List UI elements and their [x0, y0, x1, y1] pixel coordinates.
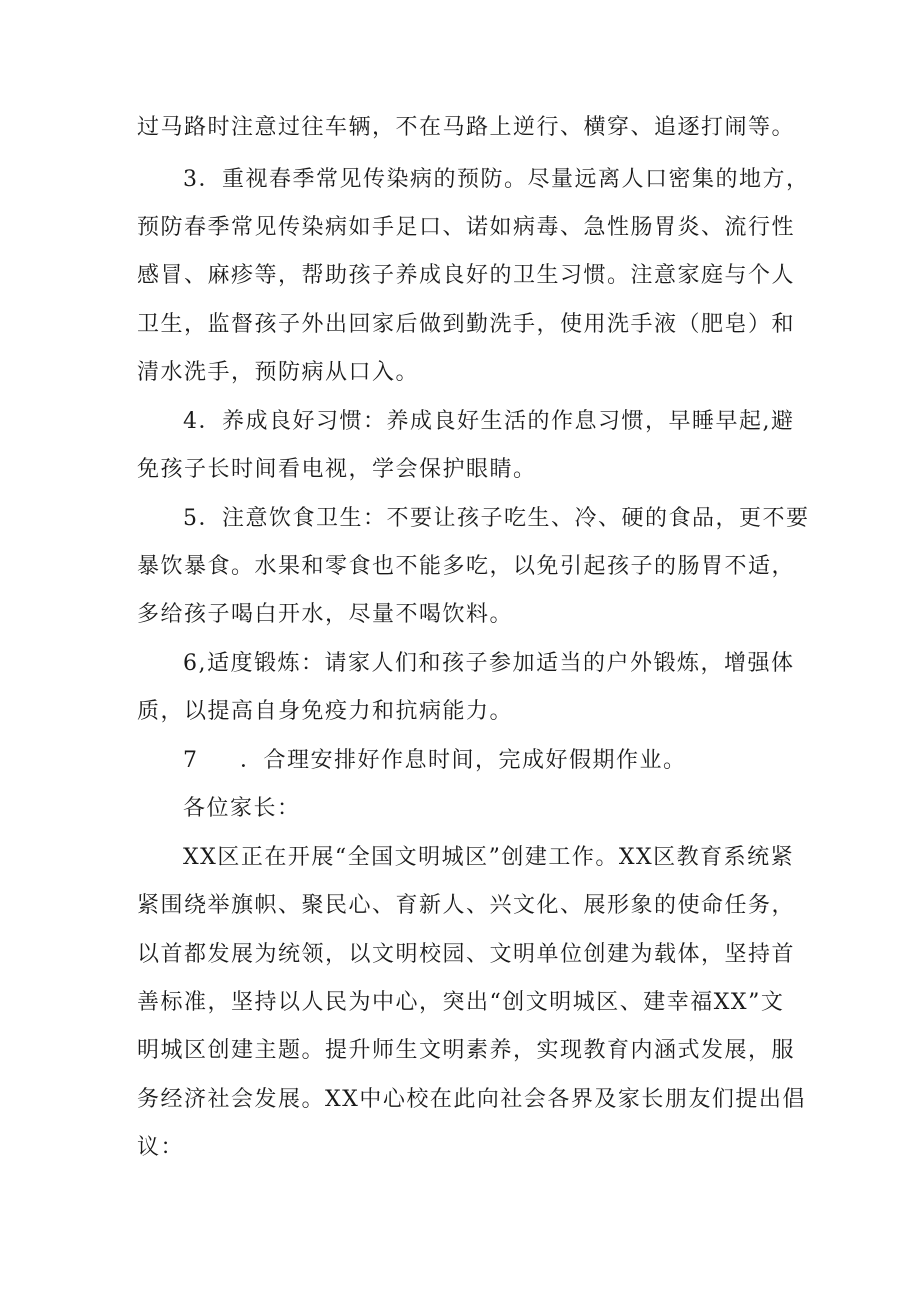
- text-line: 预防春季常见传染病如手足口、诺如病毒、急性肠胃炎、流行性: [137, 215, 796, 240]
- text-line: 过马路时注意过往车辆，不在马路上逆行、横穿、追逐打闹等。: [137, 115, 796, 140]
- salutation: 各位家长：: [183, 796, 301, 821]
- text-line: 卫生，监督孩子外出回家后做到勤洗手，使用洗手液（肥皂）和: [137, 312, 796, 337]
- text-line: 以首都发展为统领，以文明校园、文明单位创建为载体，坚持首: [137, 942, 796, 967]
- text-line: 免孩子长时间看电视，学会保护眼睛。: [137, 457, 537, 482]
- item-4-line: 4．养成良好习惯：养成良好生活的作息习惯，早睡早起,避: [183, 409, 795, 434]
- text-line: 感冒、麻疹等，帮助孩子养成良好的卫生习惯。注意家庭与个人: [137, 263, 796, 288]
- text-line: 清水洗手，预防病从口入。: [137, 360, 420, 385]
- text-line: 善标准，坚持以人民为中心，突出“创文明城区、建幸福XX”文: [137, 990, 785, 1015]
- item-3-line: 3．重视春季常见传染病的预防。尽量远离人口密集的地方，: [183, 167, 810, 192]
- text-line: 多给孩子喝白开水，尽量不喝饮料。: [137, 602, 514, 627]
- item-7-number: 7: [183, 748, 197, 773]
- text-line: 暴饮暴食。水果和零食也不能多吃，以免引起孩子的肠胃不适，: [137, 554, 796, 579]
- text-line: 紧围绕举旗帜、聚民心、育新人、兴文化、展形象的使命任务，: [137, 893, 796, 918]
- text-line: 明城区创建主题。提升师生文明素养，实现教育内涵式发展，服: [137, 1038, 796, 1063]
- text-line: 务经济社会发展。XX中心校在此向社会各界及家长朋友们提出倡: [137, 1087, 806, 1112]
- paragraph-start: XX区正在开展“全国文明城区”创建工作。XX区教育系统紧: [183, 845, 795, 870]
- item-5-line: 5．注意饮食卫生：不要让孩子吃生、冷、硬的食品，更不要: [183, 506, 810, 531]
- text-line: 议：: [137, 1135, 185, 1160]
- item-7-text: ．合理安排好作息时间，完成好假期作业。: [240, 748, 687, 773]
- text-line: 质，以提高自身免疫力和抗病能力。: [137, 699, 514, 724]
- item-6-line: 6,适度锻炼：请家人们和孩子参加适当的户外锻炼，增强体: [183, 651, 795, 676]
